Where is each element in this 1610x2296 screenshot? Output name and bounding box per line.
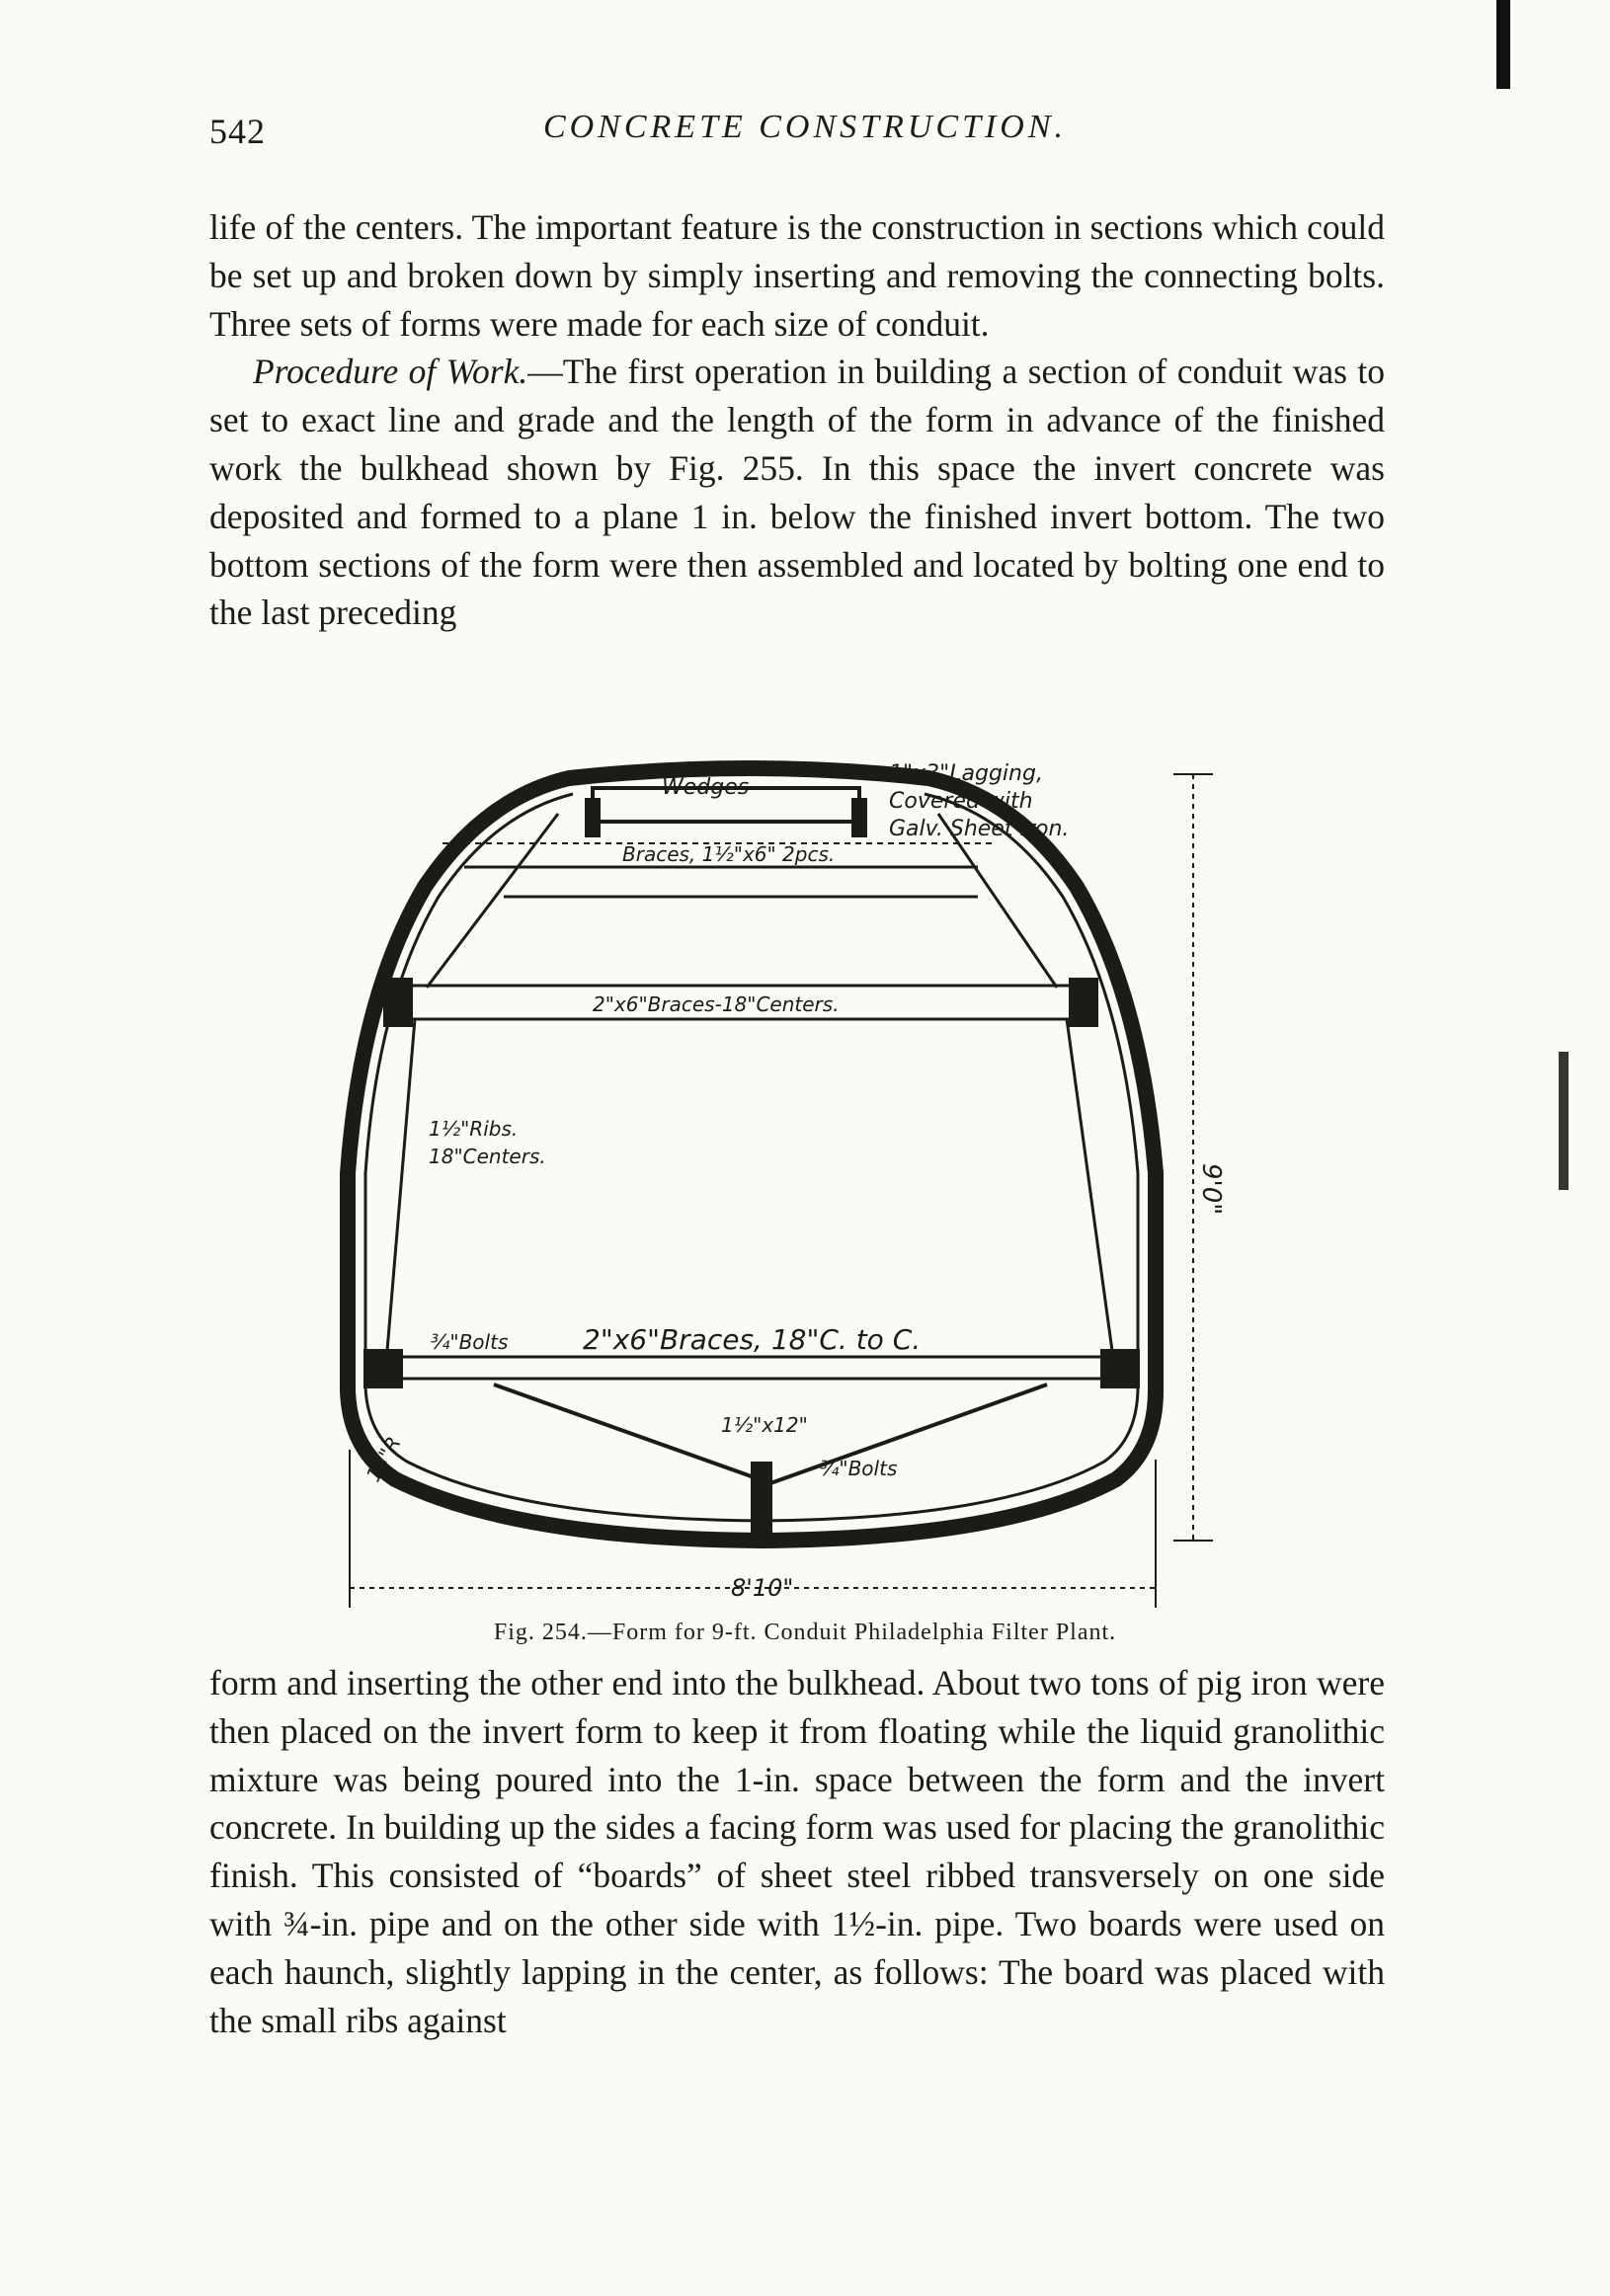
conduit-form-drawing [336, 758, 1254, 1627]
label-lagging-3: Galv. Sheet Iron. [889, 817, 1070, 841]
scan-edge-mark-top [1496, 0, 1510, 89]
paragraph-2 [209, 348, 1385, 637]
label-radius: 18"R [361, 1432, 406, 1486]
page-number: 542 [209, 112, 266, 151]
label-lagging-2: Covered with [889, 789, 1033, 814]
figure-caption: Fig. 254.—Form for 9-ft. Conduit Philadelphia Filter Plant. [493, 1620, 1117, 1645]
label-ribs-1: 1½"Ribs. [429, 1117, 519, 1141]
label-plank: 1½"x12" [721, 1413, 808, 1437]
running-title: CONCRETE CONSTRUCTION. [542, 109, 1068, 145]
invert-post [751, 1462, 772, 1533]
paragraph-2-heading: Procedure of Work. [253, 352, 528, 392]
label-width-dim: 8'10" [731, 1574, 794, 1602]
lower-bolt-right [1100, 1349, 1140, 1388]
left-rib-upper [427, 814, 558, 988]
label-lower-braces: 2"x6"Braces, 18"C. to C. [583, 1323, 922, 1356]
upper-bolt-right [1069, 978, 1098, 1027]
right-rib-lower [1067, 1019, 1112, 1351]
scan-edge-mark-middle [1559, 1052, 1569, 1190]
label-bolts-bottom: ¾"Bolts [820, 1457, 898, 1480]
label-height-dim: 9'0" [1196, 1163, 1226, 1216]
conduit-form-figure [336, 758, 1254, 1627]
wedge-right [851, 798, 867, 837]
label-bolts-left: ¾"Bolts [431, 1330, 509, 1354]
left-rib-lower [387, 1019, 415, 1351]
label-wedges: Wedges [662, 775, 750, 800]
paragraph-1: life of the centers. The important feature is the construction in sections which could be set up and broken down by simply inserting and removing the connecting bolts. Three sets of forms were made for each size of conduit. [209, 207, 1385, 344]
text-block-bottom [209, 1659, 1385, 2044]
upper-bolt-left [383, 978, 413, 1027]
label-upper-braces: 2"x6"Braces-18"Centers. [593, 992, 840, 1016]
label-top-braces: Braces, 1½"x6" 2pcs. [622, 842, 836, 866]
text-block-top [209, 203, 1385, 637]
lower-bolt-left [363, 1349, 403, 1388]
wedge-left [585, 798, 601, 837]
paragraph-3: form and inserting the other end into the bulkhead. About two tons of pig iron were then placed on the invert form to keep it from floating while the liquid granolithic mixture was being poured into the 1-in. space between the form and the invert concrete. In building up the sides a facing form was used for placing the granolithic finish. This consisted of “boards” of sheet steel ribbed transversely on one side with ¾-in. pipe and on the other side with 1½-in. pipe. Two boards were used on each haunch, slightly lapping in the center, as follows: The board was placed with the small ribs against [209, 1663, 1385, 2040]
label-lagging-1: 1"x3"Lagging, [889, 761, 1043, 786]
invert-strut-right [770, 1385, 1047, 1483]
label-ribs-2: 18"Centers. [429, 1145, 546, 1168]
paragraph-2-text: —The first operation in building a section of conduit was to set to exact line and grade and the length of the form in advance of the finished work the bulkhead shown by Fig. 255. In this space the invert concrete was deposited and formed to a plane 1 in. below the finished invert bottom. The two bottom sections of the form were then assembled and located by bolting one end to the last preceding [209, 352, 1386, 633]
